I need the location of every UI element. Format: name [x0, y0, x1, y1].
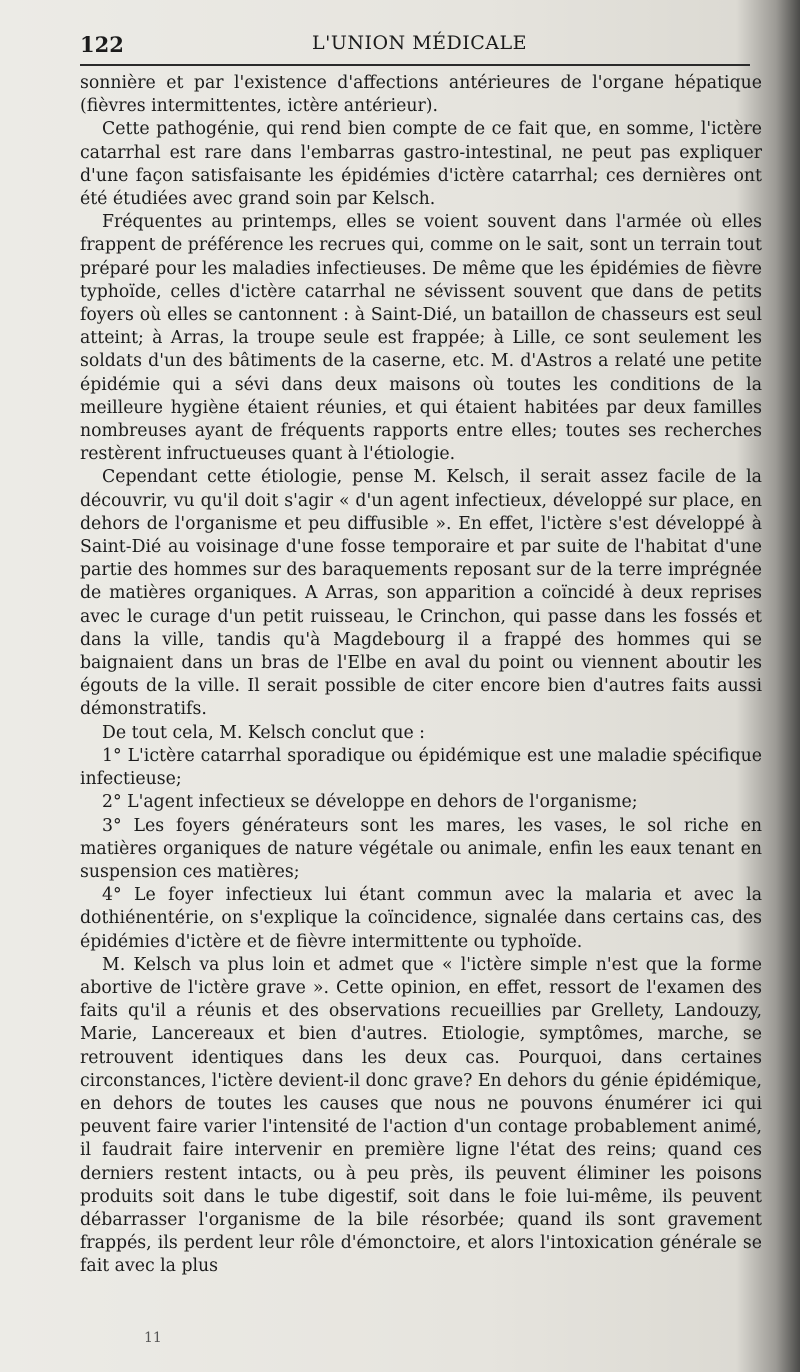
page-header — [80, 28, 750, 66]
body-text — [80, 72, 762, 1279]
paragraph: Cependant cette étiologie, pense M. Kelsch, il serait assez facile de la découvrir, vu qu'il doit s'agir « d'un agent infectieux, développé sur place, en dehors de l'organisme et peu diffusible ». En effet, l'ictère s'est développé à Saint-Dié au voisinage d'une fosse temporaire et par suite de l'habitat d'une partie des hommes sur des baraquements reposant sur de la terre imprégnée de matières organiques. A Arras, son apparition a coïncidé à deux reprises avec le curage d'un petit ruisseau, le Crinchon, qui passe dans les fossés et dans la ville, tandis qu'à Magdebourg il a frappé des hommes qui se baignaient dans un bras de l'Elbe en aval du point ou viennent aboutir les égouts de la ville. Il serait possible de citer encore bien d'autres faits aussi démonstratifs. — [80, 467, 762, 720]
list-item: 1° L'ictère catarrhal sporadique ou épidémique est une maladie spécifique infectieuse; — [80, 745, 762, 790]
paragraph: M. Kelsch va plus loin et admet que « l'ictère simple n'est que la forme abortive de l'ictère grave ». Cette opinion, en effet, ressort de l'examen des faits qu'il a réunis et des observations recueillies par Grellety, Landouzy, Marie, Lancereaux et bien d'autres. Etiologie, symptômes, marche, se retrouvent identiques dans les deux cas. Pourquoi, dans certaines circonstances, l'ictère devient-il donc grave? En dehors du génie épidémique, en dehors de toutes les causes que nous ne pouvons énumérer ici qui peuvent faire varier l'intensité de l'action d'un contage probablement animé, il faudrait faire intervenir en première ligne l'état des reins; quand ces derniers restent intacts, ou à peu près, ils peuvent éliminer les poisons produits soit dans le tube digestif, soit dans le foie lui-même, ils peuvent débarrasser l'organisme de la bile résorbée; quand ils sont gravement frappés, ils perdent leur rôle d'émonctoire, et alors l'intoxication générale se fait avec la plus — [80, 954, 762, 1277]
list-item: 2° L'agent infectieux se développe en dehors de l'organisme; — [102, 792, 638, 813]
list-item: 4° Le foyer infectieux lui étant commun avec la malaria et avec la dothiénentérie, on s'explique la coïncidence, signalée dans certains cas, des épidémies d'ictère et de fièvre intermittente ou typhoïde. — [80, 885, 762, 952]
page-footer — [80, 1330, 750, 1350]
signature-mark: 11 — [144, 1330, 162, 1346]
paragraph: Cette pathogénie, qui rend bien compte de ce fait que, en somme, l'ictère catarrhal est rare dans l'embarras gastro-intestinal, ne peut pas expliquer d'une façon satisfaisante les épidémies d'ictère catarrhal; ces dernières ont été étudiées avec grand soin par Kelsch. — [80, 119, 762, 210]
paragraph: sonnière et par l'existence d'affections antérieures de l'organe hépatique (fièvres intermittentes, ictère antérieur). — [80, 73, 762, 117]
running-title: L'UNION MÉDICALE — [312, 32, 528, 54]
page-number: 122 — [80, 32, 124, 57]
paragraph: Fréquentes au printemps, elles se voient souvent dans l'armée où elles frappent de préférence les recrues qui, comme on le sait, sont un terrain tout préparé pour les maladies infectieuses. De même que les épidémies de fièvre typhoïde, celles d'ictère catarrhal ne sévissent souvent que dans de petits foyers où elles se cantonnent : à Saint-Dié, un bataillon de chasseurs est seul atteint; à Arras, la troupe seule est frappée; à Lille, ce sont seulement les soldats d'un des bâtiments de la caserne, etc. M. d'Astros a relaté une petite épidémie qui a sévi dans deux maisons où toutes les conditions de la meilleure hygiène étaient réunies, et qui étaient habitées par deux familles nombreuses ayant de fréquents rapports entre elles; toutes ses recherches restèrent infructueuses quant à l'étiologie. — [80, 212, 762, 465]
list-item: 3° Les foyers générateurs sont les mares, les vases, le sol riche en matières organiques de nature végétale ou animale, enfin les eaux tenant en suspension ces matières; — [80, 815, 762, 882]
paragraph: De tout cela, M. Kelsch conclut que : — [102, 722, 425, 743]
